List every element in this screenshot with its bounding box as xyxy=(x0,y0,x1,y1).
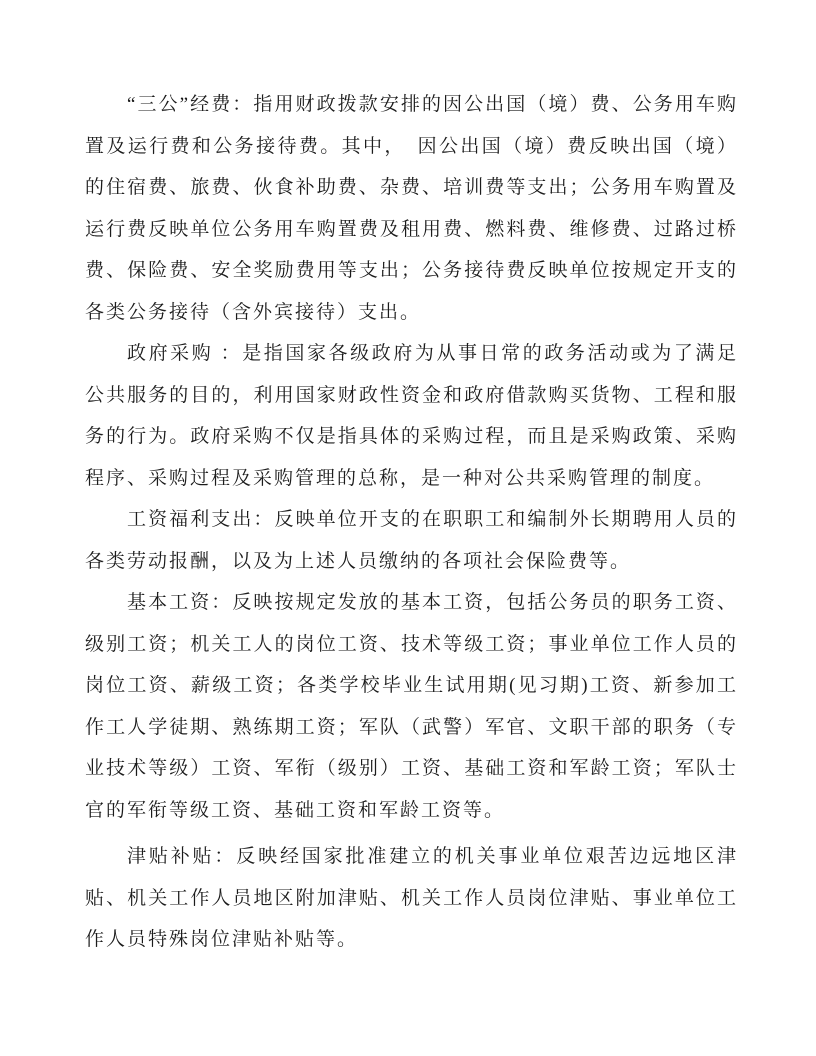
paragraph-sangong-funds: “三公”经费：指用财政拨款安排的因公出国（境）费、公务用车购置及运行费和公务接待费。其中， 因公出国（境）费反映出国（境）的住宿费、旅费、伙食补助费、杂费、培训费等支出；公务用车购置及运行费反映单位公务用车购置费及租用费、燃料费、维修费、过路过桥费、保险费、安全奖励费用等支出；公务接待费反映单位按规定开支的各类公务接待（含外宾接待）支出。 xyxy=(85,94,738,323)
paragraph-wage-welfare-expenditure: 工资福利支出：反映单位开支的在职职工和编制外长期聘用人员的各类劳动报酬，以及为上述人员缴纳的各项社会保险费等。 xyxy=(85,509,738,572)
paragraph-government-procurement: 政府采购 ：是指国家各级政府为从事日常的政务活动或为了满足公共服务的目的，利用国家财政性资金和政府借款购买货物、工程和服务的行为。政府采购不仅是指具体的采购过程，而且是采购政策、采购程序、采购过程及采购管理的总称，是一种对公共采购管理的制度。 xyxy=(85,343,738,489)
paragraph-basic-salary: 基本工资：反映按规定发放的基本工资，包括公务员的职务工资、级别工资；机关工人的岗位工资、技术等级工资；事业单位工作人员的岗位工资、薪级工资；各类学校毕业生试用期(见习期)工资、新参加工作工人学徒期、熟练期工资；军队（武警）军官、文职干部的职务（专业技术等级）工资、军衔（级别）工资、基础工资和军龄工资；军队士官的军衔等级工资、基础工资和军龄工资等。 xyxy=(85,592,738,821)
paragraph-allowances-subsidies: 津贴补贴：反映经国家批准建立的机关事业单位艰苦边远地区津贴、机关工作人员地区附加津贴、机关工作人员岗位津贴、事业单位工作人员特殊岗位津贴补贴等。 xyxy=(85,846,738,950)
document-body xyxy=(85,84,738,961)
